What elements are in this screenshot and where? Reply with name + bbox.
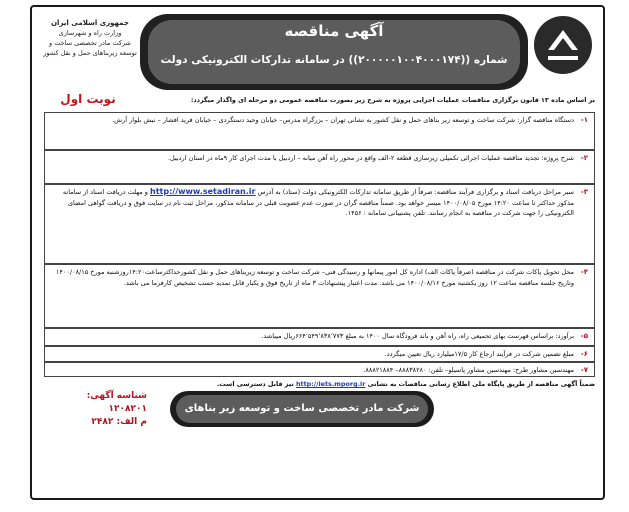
issuer-line-3: شرکت مادر تخصصی ساخت و توسعه زیربناهای حمل و نقل کشور bbox=[43, 39, 137, 57]
organization-logo bbox=[534, 16, 592, 74]
item-number: ۲- bbox=[580, 154, 588, 162]
notice-title: آگهی مناقصه bbox=[284, 22, 384, 40]
issuer-line-1: جمهوری اسلامی ایران bbox=[51, 19, 129, 27]
item-number: ۳- bbox=[580, 188, 588, 196]
intro-text: بر اساس ماده ۱۳ قانون برگزاری مناقصات عملیات اجرایی پروژه به شرح زیر بصورت مناقصه عمومی دو مرحله ای واگذار میگردد: bbox=[190, 96, 595, 104]
list-item bbox=[44, 184, 595, 264]
issuer-block bbox=[42, 18, 138, 58]
iets-link[interactable]: http://iets.mporg.ir bbox=[296, 380, 366, 388]
items-list bbox=[44, 112, 595, 377]
list-item bbox=[44, 150, 595, 184]
item-number: ۴- bbox=[580, 268, 588, 276]
logo-emblem-icon bbox=[534, 16, 592, 74]
item-text: برآورد: براساس فهرست بهای تجمیعی راه، راه آهن و باند فرودگاه سال ۱۴۰۰ به مبلغ ۶۶۴٬۵۴۹٬۸۳۸٬۷۷۳ریال میباشد. bbox=[261, 332, 574, 340]
item-number: ۷- bbox=[580, 366, 588, 374]
notice-subtitle: شماره ((۲۰۰۰۰۰۱۰۰۴۰۰۰۱۷۴)) در سامانه تدارکات الکترونیکی دولت bbox=[160, 54, 508, 66]
company-name: شرکت مادر تخصصی ساخت و توسعه زیر بناهای حمل و نقل کشور bbox=[176, 395, 428, 423]
round-label: نوبت اول bbox=[60, 92, 116, 106]
item-text: سیر مراحل دریافت اسناد و برگزاری فرآیند مناقصه: صرفاً از طریق سامانه تدارکات الکترونیکی دولت (ستاد) به آدرس bbox=[257, 188, 574, 196]
item-text: و مهلت دریافت اسناد از سامانه مذکور حداکثر تا ساعت ۱۴:۲۰ مورخ ۱۴۰۰/۰۸/۰۵ میسر خواهد بود. ضمناً مناقصه گران در صورت عدم عضویت قبلی در سامانه مذکور، مراحل ثبت نام در سایت فوق و دریافت گواهی امضای الکترونیکی را جهت شرکت در مناقصه به انجام رسانند. تلفن پشتیبانی سامانه : ۱۴۵۶. bbox=[62, 188, 574, 217]
list-item bbox=[44, 112, 595, 150]
notice-ref: م الف: ۲۴۸۲ bbox=[91, 417, 147, 427]
issuer-line-2: وزارت راه و شهرسازی bbox=[58, 29, 122, 37]
list-item bbox=[44, 362, 595, 377]
item-text: شرح پروژه: تجدید مناقصه عملیات اجرائی تکمیلی زیرسازی قطعه ۲-الف واقع در محور راه آهن میانه – اردبیل با مدت اجرای کار ۹ماه در استان اردبیل. bbox=[167, 154, 574, 162]
list-item bbox=[44, 346, 595, 362]
footnote bbox=[44, 380, 595, 388]
item-number: ۶- bbox=[580, 350, 588, 358]
item-text: مبلغ تضمین شرکت در فرآیند ارجاع کار ۱۷/۵میلیارد ریال تعیین میگردد. bbox=[384, 350, 574, 358]
footnote-text-end: نیز قابل دسترسی است. bbox=[216, 380, 294, 388]
footnote-text: ضمناً آگهی مناقصه از طریق پایگاه ملی اطلاع رسانی مناقصات به نشانی bbox=[367, 380, 595, 388]
setadiran-link[interactable]: http://www.setadiran.ir bbox=[150, 187, 256, 196]
item-text: محل تحویل پاکات شرکت در مناقصه (صرفاً پاکات الف) اداره کل امور پیمانها و رسیدگی فنی– شرکت ساخت و توسعه زیربناهای حمل و نقل کشورحداکثرساعت۱۴:۲۰روزشنبه مورخ ۱۴۰۰/۰۸/۱۵ وتاریخ جلسه مناقصه ساعت ۱۲ روز یکشنبه مورخ ۱۴۰۰/۰۸/۱۶ می باشد. مدت اعتبار پیشنهادات ۳ ماه از تاریخ فوق و یکبار قابل تمدید حسب تشخیص کارفرما می باشد. bbox=[55, 268, 574, 287]
item-number: ۱- bbox=[580, 116, 588, 124]
notice-id: شناسه آگهی: ۱۲۰۸۲۰۱ bbox=[86, 391, 147, 414]
list-item bbox=[44, 264, 595, 328]
item-text: دستگاه مناقصه گزار: شرکت ساخت و توسعه زیر بناهای حمل و نقل کشور به نشانی تهران – بزرگراه مدرس– خیابان وحید دستگردی – خیابان فرید افشار – نبش بلوار آرش. bbox=[112, 116, 574, 124]
list-item bbox=[44, 328, 595, 346]
item-number: ۵- bbox=[580, 332, 588, 340]
notice-code bbox=[55, 390, 147, 429]
item-text: مهندسین مشاور طرح: مهندسین مشاور پاسیلو– تلفن: ۸۸۸۳۸۲۸۰– ۸۸۸۲۱۸۸۴. bbox=[363, 366, 574, 374]
